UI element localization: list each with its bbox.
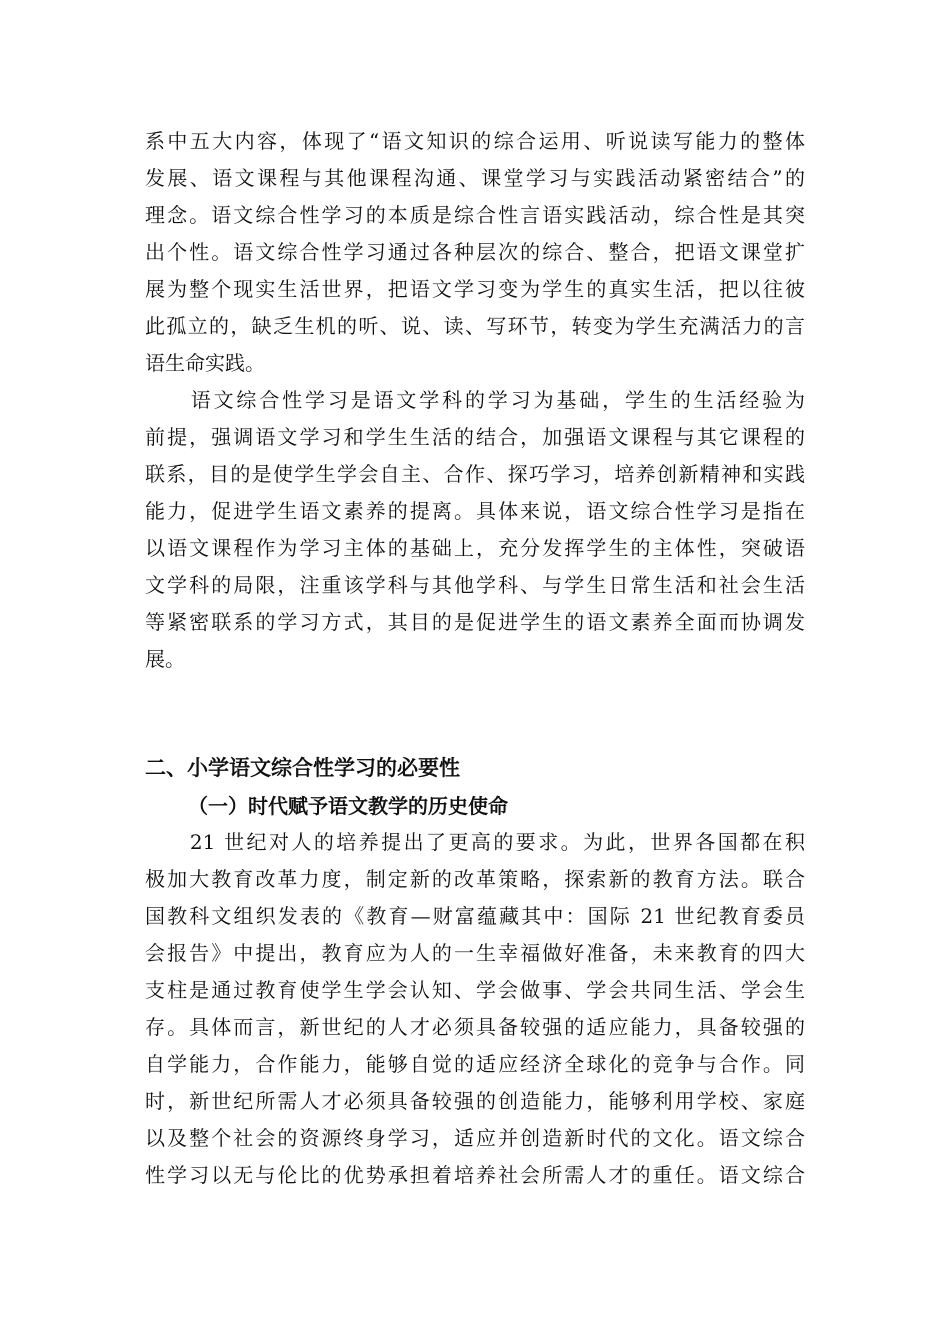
paragraph-1-line-4: 出个性。语文综合性学习通过各种层次的综合、整合，把语文课堂扩: [145, 240, 805, 264]
paragraph-3-line-10: 性学习以无与伦比的优势承担着培养社会所需人才的重任。语文综合: [145, 1163, 805, 1187]
paragraph-1-line-6: 此孤立的，缺乏生机的听、说、读、写环节，转变为学生充满活力的言: [145, 314, 805, 338]
paragraph-3-line-9: 以及整个社会的资源终身学习，适应并创造新时代的文化。语文综合: [145, 1126, 805, 1150]
paragraph-1-line-1: 系中五大内容，体现了“语文知识的综合运用、听说读写能力的整体: [145, 129, 805, 153]
paragraph-3-line-5: 支柱是通过教育使学生学会认知、学会做事、学会共同生活、学会生: [145, 978, 805, 1002]
paragraph-2-line-2: 前提，强调语文学习和学生生活的结合，加强语文课程与其它课程的: [145, 425, 805, 449]
paragraph-3-line-1: 21 世纪对人的培养提出了更高的要求。为此，世界各国都在积: [145, 830, 805, 854]
subsection-heading: （一）时代赋予语文教学的历史使命: [188, 794, 508, 818]
paragraph-3-line-2: 极加大教育改革力度，制定新的改革策略，探索新的教育方法。联合: [145, 867, 805, 891]
paragraph-1-line-5: 展为整个现实生活世界，把语文学习变为学生的真实生活，把以往彼: [145, 277, 805, 301]
paragraph-3-line-4: 会报告》中提出，教育应为人的一生幸福做好准备，未来教育的四大: [145, 941, 805, 965]
paragraph-2-line-4: 能力，促进学生语文素养的提离。具体来说，语文综合性学习是指在: [145, 499, 805, 523]
section-heading: 二、小学语文综合性学习的必要性: [145, 756, 460, 780]
paragraph-1-line-7: 语生命实践。: [145, 351, 265, 375]
paragraph-1-line-3: 理念。语文综合性学习的本质是综合性言语实践活动，综合性是其突: [145, 203, 805, 227]
paragraph-3-line-7: 自学能力，合作能力，能够自觉的适应经济全球化的竞争与合作。同: [145, 1052, 805, 1076]
paragraph-3-line-3: 国教科文组织发表的《教育—财富蕴藏其中：国际 21 世纪教育委员: [145, 904, 805, 928]
paragraph-2-line-1: 语文综合性学习是语文学科的学习为基础，学生的生活经验为: [145, 388, 805, 412]
paragraph-2-line-5: 以语文课程作为学习主体的基础上，充分发挥学生的主体性，突破语: [145, 536, 805, 560]
paragraph-3-line-8: 时，新世纪所需人才必须具备较强的创造能力，能够利用学校、家庭: [145, 1089, 805, 1113]
paragraph-1-line-2: 发展、语文课程与其他课程沟通、课堂学习与实践活动紧密结合”的: [145, 166, 805, 190]
paragraph-2-line-6: 文学科的局限，注重该学科与其他学科、与学生日常生活和社会生活: [145, 573, 805, 597]
paragraph-2-line-8: 展。: [145, 647, 185, 671]
paragraph-2-line-3: 联系，目的是使学生学会自主、合作、探巧学习，培养创新精神和实践: [145, 462, 805, 486]
paragraph-2-line-7: 等紧密联系的学习方式，其目的是促进学生的语文素养全面而协调发: [145, 610, 805, 634]
paragraph-3-line-6: 存。具体而言，新世纪的人才必须具备较强的适应能力，具备较强的: [145, 1015, 805, 1039]
